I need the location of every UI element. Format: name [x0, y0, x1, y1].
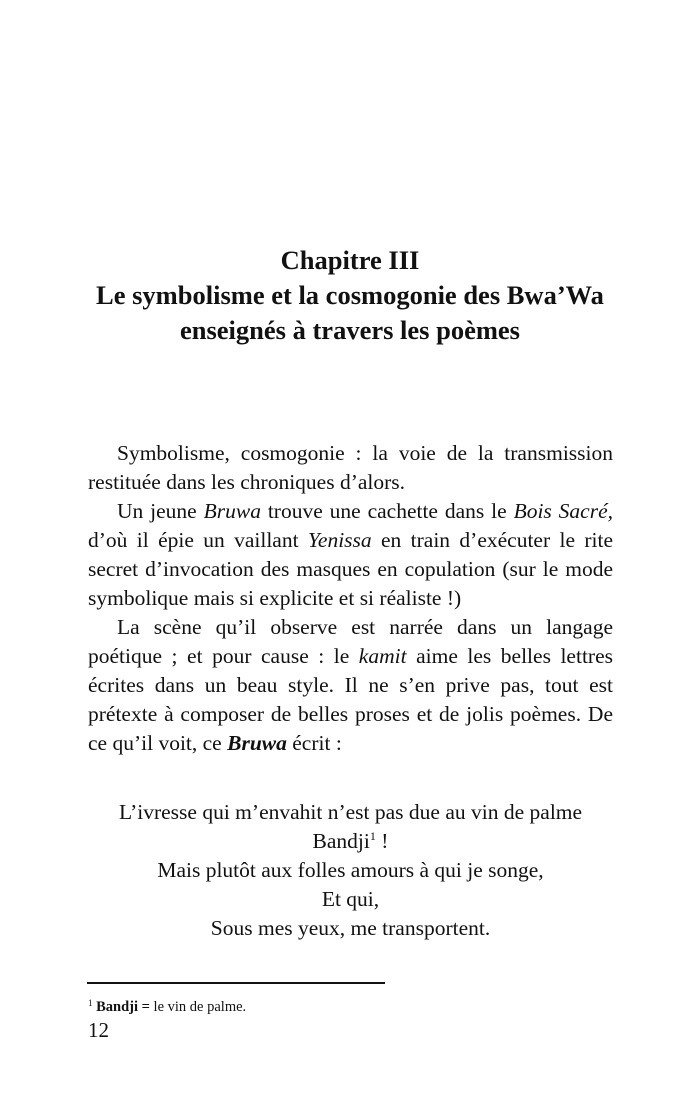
bold-italic-term-bruwa: Bruwa [227, 731, 287, 755]
footnote-definition: le vin de palme. [149, 999, 247, 1015]
footnote-term: Bandji = [96, 999, 150, 1015]
text-run: écrit : [286, 731, 342, 755]
poem-word-bandji: Bandji [312, 829, 370, 853]
poem-line-2 [88, 827, 613, 856]
poem-line-4: Et qui, [321, 887, 380, 911]
text-run: La scène qu’il observe est narrée dans un langage poétique ; et pour cause : le [88, 615, 613, 668]
text-run: aime les belles lettres écrites dans un beau style. Il ne s’en prive pas, tout est prétexte à composer de belles proses et de jolis poèmes. De ce qu’il voit, ce [88, 644, 613, 755]
paragraph-1 [88, 439, 613, 497]
chapter-title-line-1: Le symbolisme et la cosmogonie des Bwa’Wa [96, 280, 604, 310]
footnote-marker: 1 [88, 998, 93, 1008]
italic-term-kamit: kamit [358, 644, 407, 668]
footnote-reference[interactable]: 1 [369, 829, 376, 843]
text-run: trouve une cachette dans le [260, 499, 514, 523]
poem [88, 798, 613, 943]
poem-line-1: L’ivresse qui m’envahit n’est pas due au vin de palme [118, 800, 583, 824]
chapter-heading [0, 243, 700, 348]
poem-line-3: Mais plutôt aux folles amours à qui je songe, [157, 858, 544, 882]
chapter-label: Chapitre III [280, 245, 420, 275]
chapter-title-line-2: enseignés à travers les poèmes [179, 315, 520, 345]
italic-term-yenissa: Yenissa [307, 528, 372, 552]
footnote [88, 998, 246, 1016]
footnote-divider [87, 982, 385, 984]
body-text [88, 439, 613, 758]
page-number: 12 [88, 1018, 109, 1042]
text-run: en train d’exécuter le rite secret d’invocation des masques en copulation (sur le mode symbolique mais si explicite et si réaliste !) [88, 528, 613, 610]
paragraph-1-text: Symbolisme, cosmogonie : la voie de la transmission restituée dans les chroniques d’alors. [88, 441, 613, 494]
italic-term-bruwa: Bruwa [203, 499, 261, 523]
paragraph-2 [88, 497, 613, 613]
paragraph-3 [88, 613, 613, 758]
text-run: Un jeune [117, 499, 204, 523]
poem-line-5: Sous mes yeux, me transportent. [210, 916, 491, 940]
italic-term-bois-sacre: Bois Sacré, [513, 499, 613, 523]
text-run: ! [375, 829, 389, 853]
text-run: d’où il épie un vaillant [88, 528, 308, 552]
